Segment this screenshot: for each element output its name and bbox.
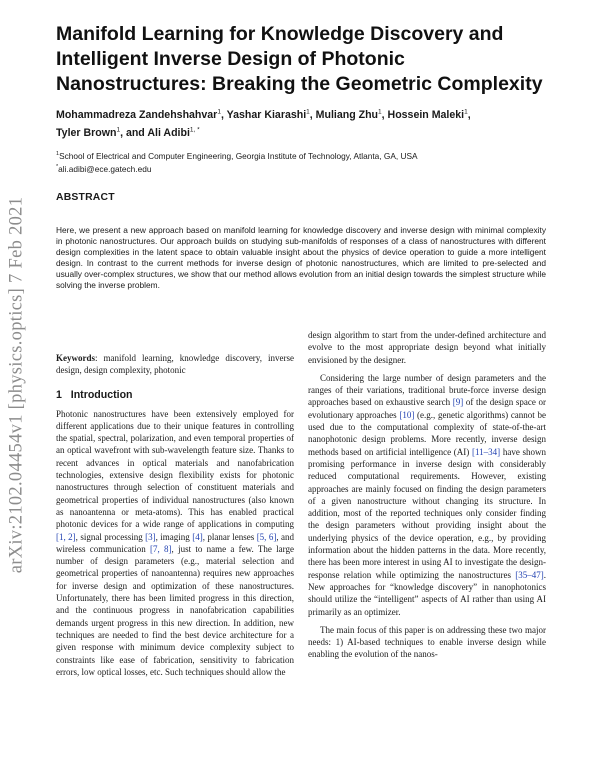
citation-link[interactable]: [3] xyxy=(145,531,156,542)
author: Muliang Zhu$^1$, xyxy=(315,108,388,121)
citation-link[interactable]: [9] xyxy=(452,397,464,408)
author: Mohammadreza Zandehshahvar$^1$, xyxy=(56,108,227,121)
citation-link[interactable]: [7, 8] xyxy=(150,543,172,554)
right-column xyxy=(308,329,546,661)
author-list xyxy=(56,104,556,141)
author: Yashar Kiarashi$^1$, xyxy=(226,108,316,121)
arxiv-identifier-text: arXiv:2102.04454v1 [physics.optics] 7 Feb 2021 xyxy=(6,196,27,574)
left-column xyxy=(56,352,294,678)
paragraph: design algorithm to start from the under-defined architecture and evolve to the most appropriate design beyond what initially envisioned by the designer. xyxy=(308,330,546,365)
author: Ali Adibi$^{1, *}$ xyxy=(147,126,200,140)
keywords: Keywords: manifold learning, knowledge discovery, inverse design, design complexity, photonic xyxy=(56,353,294,376)
paper-title: Manifold Learning for Knowledge Discovery and Intelligent Inverse Design of Photonic Nanostructures: Breaking the Geometric Complexity xyxy=(56,23,543,95)
paragraph: The main focus of this paper is on addressing these two major needs: 1) AI-based techniques to enable inverse design while enabling the evolution of the nanos- xyxy=(308,624,546,660)
paragraph: Photonic nanostructures have been extensively employed for different applications due to their unique features in controlling the spatial, spectral, polarization, and even temporal properties of an optical wavefront with sub-wavelength feature size. Thanks to recent advances in optical materials and nanofabrication technologies, extensive design flexibility exists for photonic nanostructures through selection of constituent materials and geometrical properties of individual nanostructures (also known as nanoantenna or meta-atoms). This has enabled practical photonic devices for a wide range of applications in computing [1, 2], signal processing [3], imaging [4], planar lenses [5, 6], and wireless communication [7, 8], just to name a few. The large number of design parameters (e.g., material selection and geometrical properties of nanoantenna) requires new approaches for inverse design and optimization of these nanostructures. Unfortunately, there has been limited progress in this direction, and the continuous progress in nanofabrication capabilities demands urgent progress in this new direction. In addition, new techniques are needed to find the best device architecture for a given response with minimum device complexity subject to constraints like ease of fabrication, sensitivity to fabrication errors, low optical losses, etc. Such techniques should allow the xyxy=(56,408,294,677)
affiliation-line: $^1$School of Electrical and Computer Engineering, Georgia Institute of Technology, Atlanta, GA, USA xyxy=(56,150,418,161)
citation-link[interactable]: [11–34] xyxy=(471,446,501,457)
citation-link[interactable]: [5, 6] xyxy=(256,531,277,542)
citation-link[interactable]: [4] xyxy=(192,531,203,542)
author: Tyler Brown$^1$, and xyxy=(56,126,148,140)
citation-link[interactable]: [35–47] xyxy=(515,569,544,580)
citation-link[interactable]: [1, 2] xyxy=(56,531,76,542)
abstract-text: Here, we present a new approach based on manifold learning for knowledge discovery and inverse design with minimal complexity in photonic nanostructures. Our approach builds on studying sub-manifolds of responses of a class of nanostructures with different design complexities in the latent space to obtain valuable insight about the physics of device operation to guide a more intelligent design. In contrast to the current methods for inverse design of photonic nanostructures, which are limited to pre-selected and usually over-complex structures, we show that our method allows evolution from an initial design towards the simplest structure while solving the inverse problem. xyxy=(56,225,546,291)
paragraph: Considering the large number of design parameters and the ranges of their variations, traditional brute-force inverse design approaches based on exhaustive search [9] of the design space or evolutionary approaches [10] (e.g., genetic algorithms) cannot be used due to the computational complexity of state-of-the-art nanophotonic design problems. More recently, inverse design methods based on artificial intelligence (AI) [11–34] have shown promising performance in inverse design with considerably reduced computational requirements. However, existing approaches are mainly focused on finding the design parameters of a given nanostructure without changing its structure. In addition, most of the reported techniques only consider finding the design parameters without providing insight about the underlying physics of the device operation, e.g., by providing information about the hidden patterns in the data. More recently, there has been more interest in using AI to investigate the design-response relation while optimizing the nanostructures [35–47]. New approaches for “knowledge discovery” in nanophotonics should utilize the “intelligent” aspects of AI rather than using AI primarily as an optimizer. xyxy=(308,372,546,617)
corresponding-email: *ali.adibi@ece.gatech.edu xyxy=(56,163,152,174)
citation-link[interactable]: [10] xyxy=(399,409,415,420)
affiliations xyxy=(56,149,556,175)
author: Hossein Maleki$^1$, xyxy=(387,108,471,121)
abstract-heading: ABSTRACT xyxy=(56,192,115,203)
section-heading: 1 Introduction xyxy=(56,388,133,401)
